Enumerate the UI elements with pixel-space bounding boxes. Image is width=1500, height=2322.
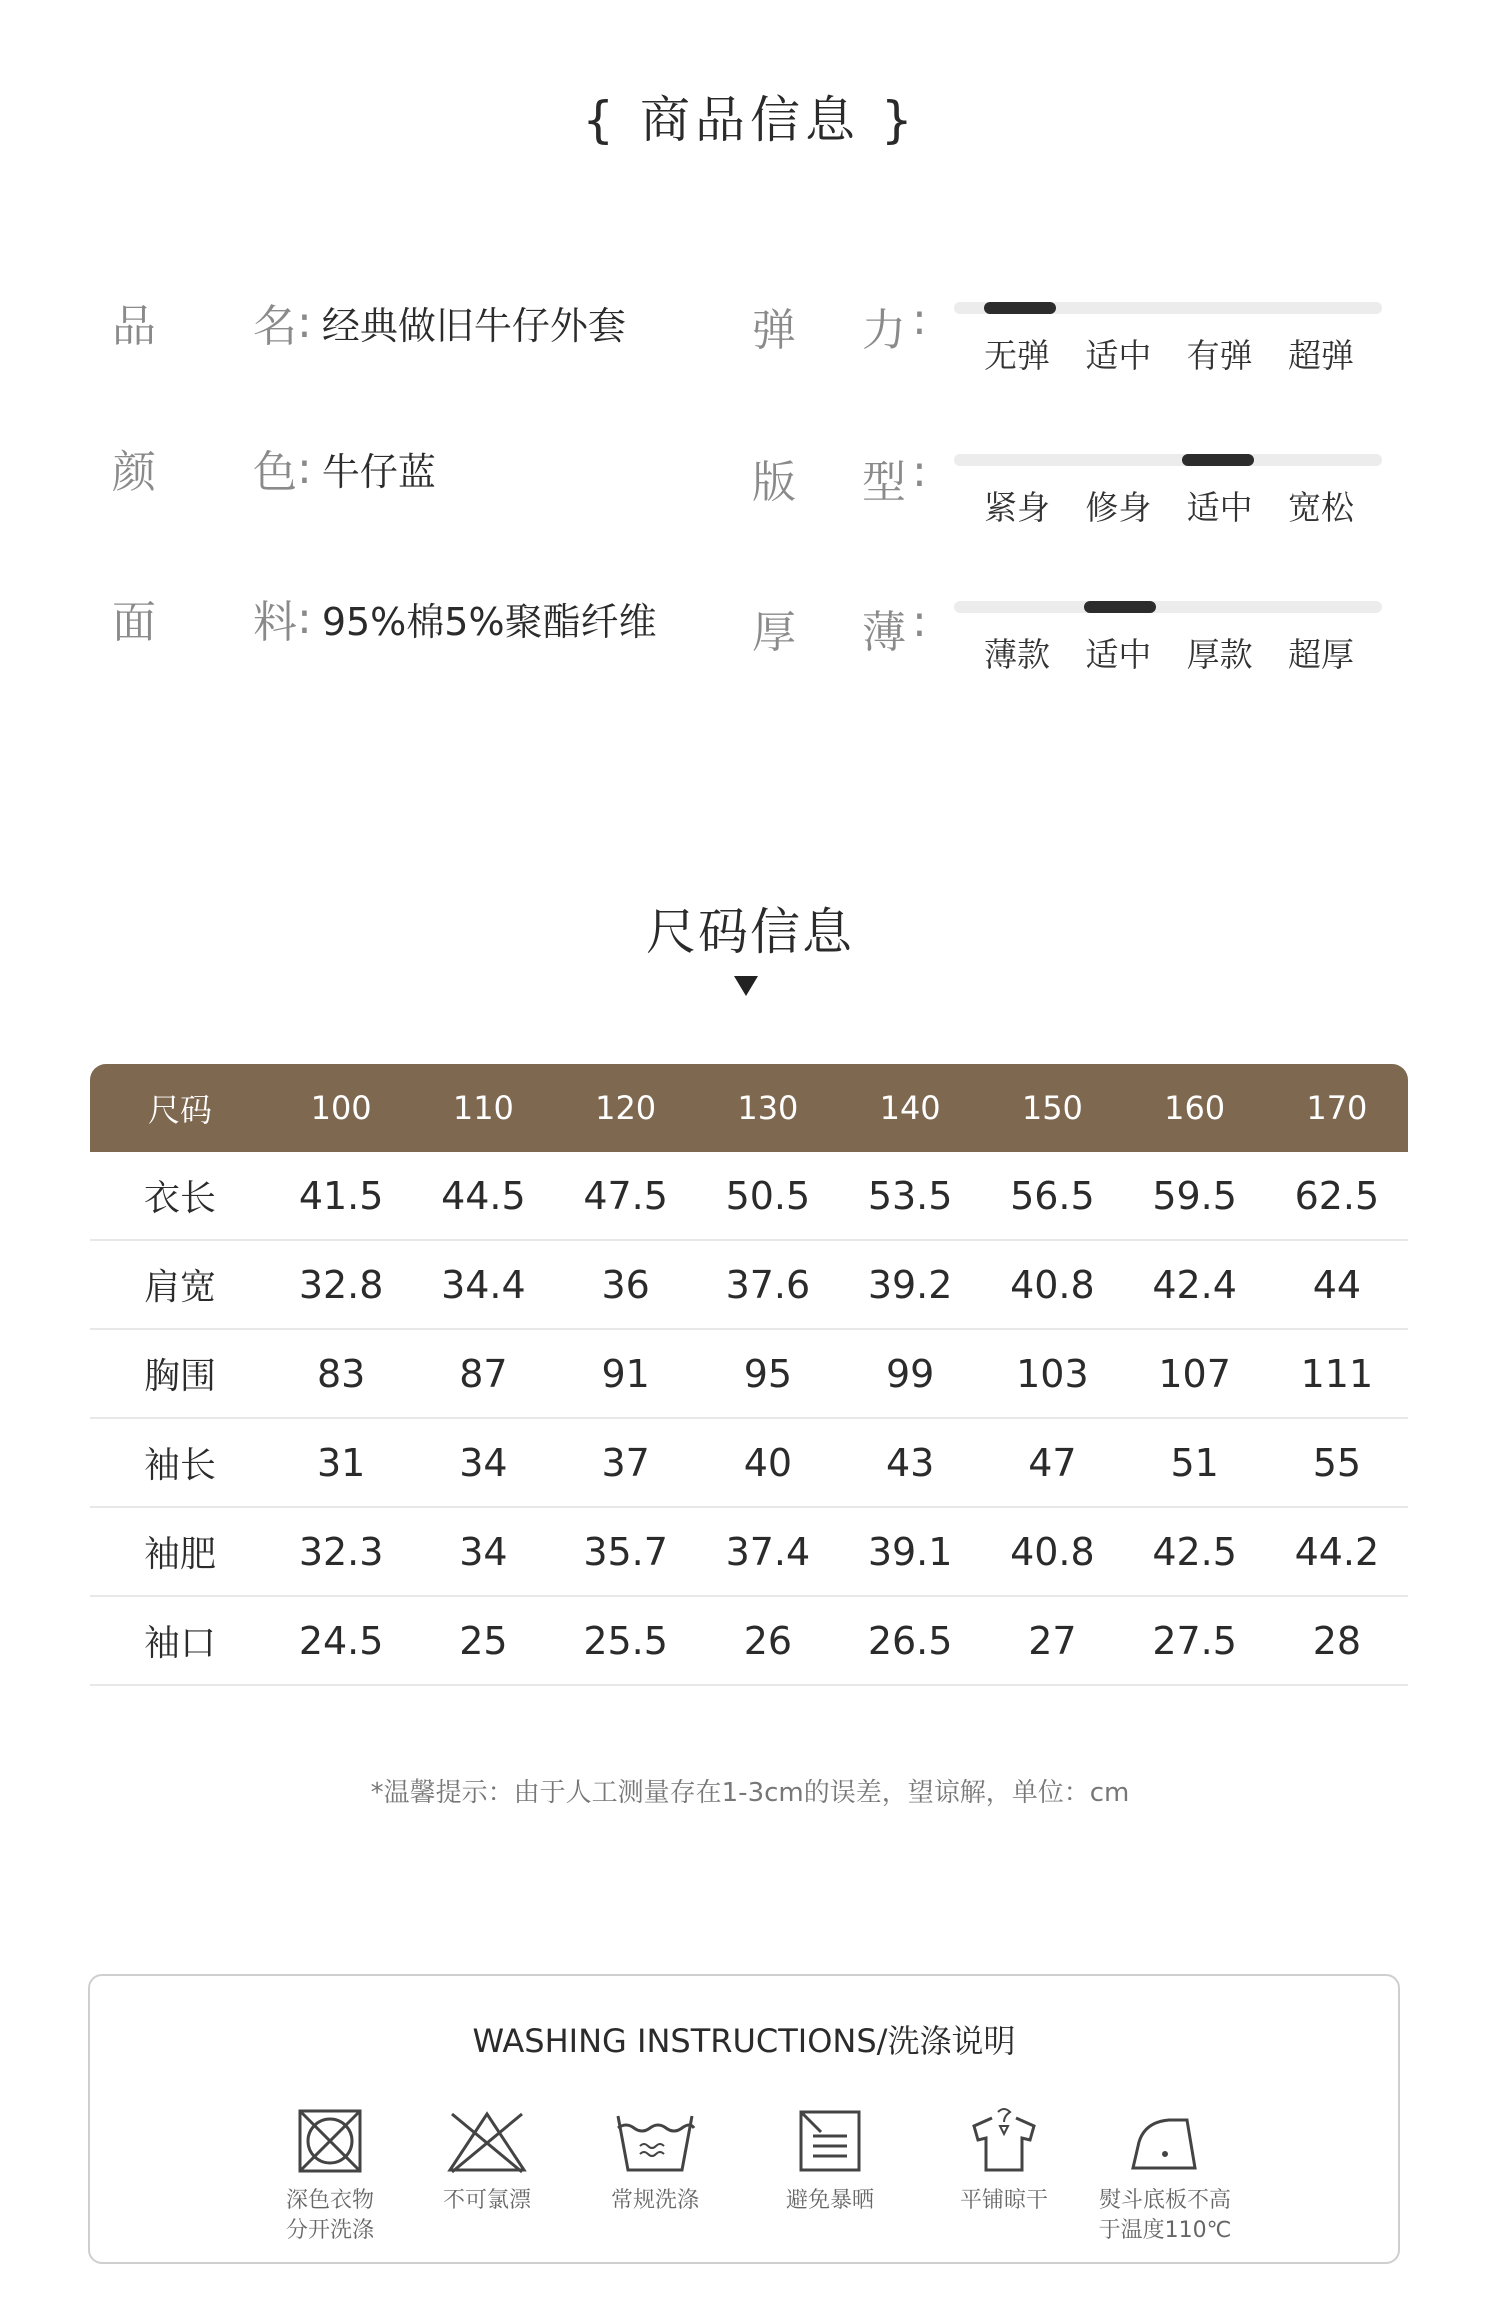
table-cell: 27: [1028, 1618, 1077, 1663]
page-title: { 商品信息 }: [582, 91, 918, 149]
scale-track: [954, 454, 1382, 466]
scale-option: 修身: [1085, 488, 1152, 527]
table-cell: 47.5: [583, 1173, 668, 1218]
header-cell: 170: [1306, 1089, 1368, 1127]
product-color-value: 牛仔蓝: [321, 449, 436, 494]
table-cell: 111: [1300, 1351, 1374, 1396]
scale-option: 适中: [1186, 488, 1253, 527]
scale-option: 薄款: [984, 635, 1050, 674]
scale-option: 适中: [1085, 635, 1152, 674]
size-table: [90, 1064, 1408, 1686]
table-cell: 26: [743, 1618, 793, 1663]
table-row: [90, 1330, 1408, 1419]
table-cell: 35.7: [583, 1529, 668, 1574]
info-key: 颜 色: [112, 447, 297, 498]
header-cell: 150: [1021, 1089, 1083, 1127]
table-cell: 95: [743, 1351, 793, 1396]
table-cell: 59.5: [1152, 1173, 1237, 1218]
table-cell: 44.2: [1294, 1529, 1380, 1574]
table-cell: 34: [459, 1529, 508, 1574]
table-cell: 26.5: [867, 1618, 953, 1663]
header-cell: 160: [1164, 1089, 1226, 1127]
flat-dry-icon: [964, 2106, 1044, 2176]
washing-instructions-box: [88, 1974, 1400, 2264]
table-cell: 42.5: [1152, 1529, 1237, 1574]
wash-tub-icon: [612, 2106, 698, 2176]
scale-option: 无弹: [984, 336, 1050, 375]
table-cell: 56.5: [1010, 1173, 1095, 1218]
table-cell: 39.2: [867, 1262, 953, 1307]
table-cell: 55: [1312, 1440, 1362, 1485]
table-cell: 51: [1170, 1440, 1219, 1485]
washing-title: WASHING INSTRUCTIONS/洗涤说明: [472, 2022, 1016, 2060]
table-cell: 25: [459, 1618, 508, 1663]
down-arrow-icon: [734, 976, 758, 996]
header-cell: 100: [310, 1089, 372, 1127]
no-bleach-icon: [444, 2106, 530, 2176]
row-label: 胸围: [143, 1356, 216, 1397]
row-label: 袖肥: [143, 1534, 216, 1575]
table-cell: 36: [601, 1262, 650, 1307]
table-row: [90, 1241, 1408, 1330]
info-row-name: 品 名 : 经典做旧牛仔外套: [112, 292, 626, 352]
table-cell: 34: [459, 1440, 508, 1485]
header-cell: 尺码: [147, 1091, 212, 1129]
table-cell: 34.4: [441, 1262, 526, 1307]
iron-icon: [1125, 2106, 1205, 2176]
scale-track: [954, 601, 1382, 613]
table-cell: 83: [316, 1351, 366, 1396]
table-cell: 107: [1158, 1351, 1231, 1396]
table-cell: 37: [601, 1440, 650, 1485]
row-label: 肩宽: [143, 1267, 216, 1308]
table-cell: 37.4: [725, 1529, 811, 1574]
table-cell: 40.8: [1010, 1262, 1095, 1307]
table-row: [90, 1419, 1408, 1508]
table-cell: 32.3: [298, 1529, 384, 1574]
table-cell: 53.5: [867, 1173, 953, 1218]
dry-in-shade-icon: [795, 2106, 865, 2176]
attr-key-elasticity: 弹 力 :: [752, 294, 927, 356]
table-cell: 39.1: [867, 1529, 953, 1574]
table-cell: 103: [1016, 1351, 1089, 1396]
table-cell: 44.5: [441, 1173, 526, 1218]
product-name-value: 经典做旧牛仔外套: [321, 303, 626, 348]
info-key: 面 料: [112, 597, 297, 648]
table-cell: 44: [1312, 1262, 1362, 1307]
table-cell: 28: [1312, 1618, 1362, 1663]
measurement-note: *温馨提示：由于人工测量存在1-3cm的误差，望谅解，单位：cm: [370, 1778, 1130, 1808]
info-row-color: 颜 色 : 牛仔蓝: [112, 438, 436, 498]
header-cell: 130: [737, 1089, 799, 1127]
scale-option: 紧身: [984, 488, 1050, 527]
wash-item: 不可氯漂: [407, 2106, 567, 2216]
table-cell: 43: [885, 1440, 935, 1485]
scale-option: 超弹: [1287, 336, 1354, 375]
table-cell: 40.8: [1010, 1529, 1095, 1574]
scale-option: 适中: [1085, 336, 1152, 375]
row-label: 袖口: [143, 1623, 216, 1664]
table-cell: 99: [885, 1351, 935, 1396]
wash-item: 避免暴晒: [750, 2106, 910, 2216]
table-header: [90, 1064, 1408, 1152]
wash-item: 熨斗底板不高 于温度110℃: [1085, 2106, 1245, 2246]
table-cell: 42.4: [1152, 1262, 1237, 1307]
product-material-value: 95%棉5%聚酯纤维: [321, 599, 657, 644]
table-cell: 62.5: [1294, 1173, 1380, 1218]
row-label: 衣长: [143, 1178, 216, 1219]
header-cell: 140: [879, 1089, 941, 1127]
scale-indicator: [984, 302, 1056, 314]
fit-scale: [954, 454, 1382, 534]
scale-option: 厚款: [1186, 635, 1253, 674]
table-cell: 37.6: [725, 1262, 811, 1307]
wash-item: 平铺晾干: [924, 2106, 1084, 2216]
scale-option: 宽松: [1287, 488, 1354, 527]
header-cell: 110: [452, 1089, 514, 1127]
row-label: 袖长: [143, 1445, 216, 1486]
thickness-scale: [954, 601, 1382, 681]
wash-item: 常规洗涤: [575, 2106, 735, 2216]
scale-indicator: [1182, 454, 1254, 466]
attr-key-fit: 版 型 :: [752, 446, 927, 508]
size-section-title: 尺码信息: [646, 903, 854, 961]
table-row: [90, 1508, 1408, 1597]
table-cell: 87: [459, 1351, 508, 1396]
table-cell: 47: [1028, 1440, 1077, 1485]
table-cell: 25.5: [583, 1618, 668, 1663]
table-row: [90, 1152, 1408, 1241]
no-tumble-dry-icon: [295, 2106, 365, 2176]
info-key: 品 名: [112, 301, 297, 352]
table-cell: 50.5: [725, 1173, 811, 1218]
table-cell: 32.8: [298, 1262, 384, 1307]
table-cell: 91: [601, 1351, 650, 1396]
table-cell: 41.5: [298, 1173, 384, 1218]
elasticity-scale: [954, 302, 1382, 382]
info-row-material: 面 料 : 95%棉5%聚酯纤维: [112, 588, 657, 648]
scale-option: 有弹: [1186, 336, 1253, 375]
scale-option: 超厚: [1287, 635, 1354, 674]
wash-item: 深色衣物 分开洗涤: [250, 2106, 410, 2246]
table-cell: 40: [743, 1440, 793, 1485]
table-row: [90, 1597, 1408, 1686]
attr-key-thickness: 厚 薄 :: [752, 596, 927, 658]
table-cell: 24.5: [298, 1618, 384, 1663]
table-cell: 31: [316, 1440, 366, 1485]
scale-indicator: [1084, 601, 1156, 613]
table-cell: 27.5: [1152, 1618, 1237, 1663]
header-cell: 120: [595, 1089, 657, 1127]
